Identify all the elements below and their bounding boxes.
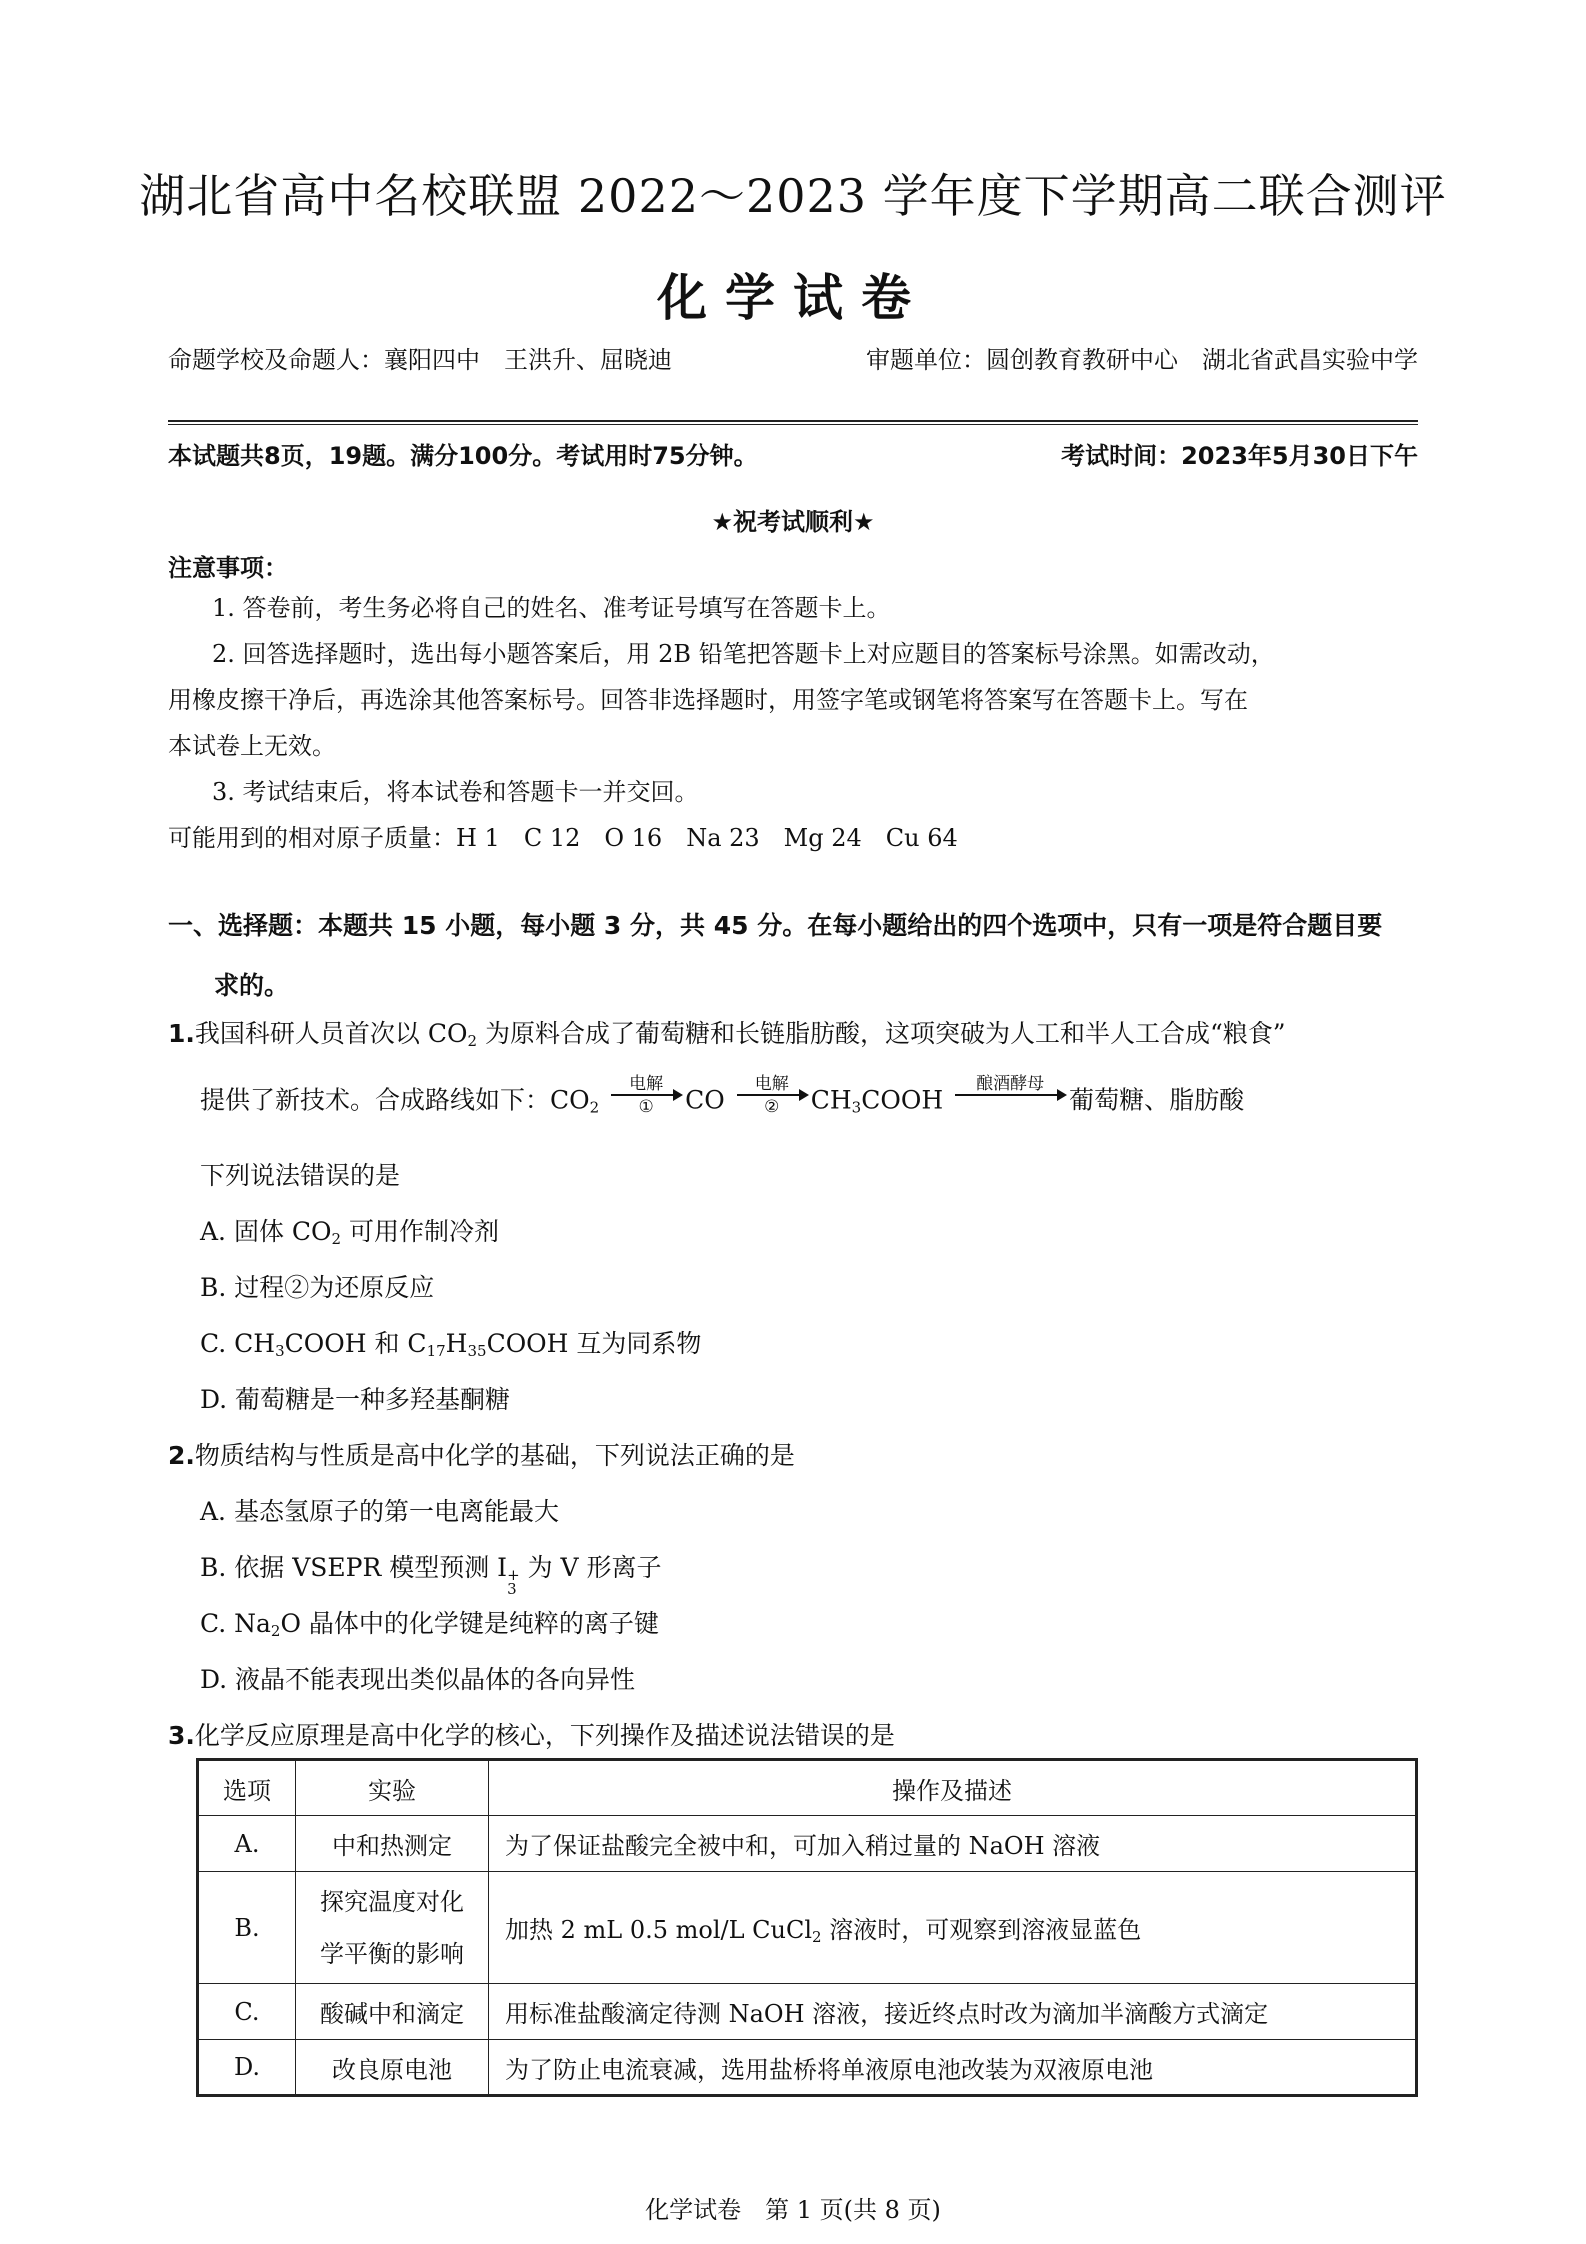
cell-description: 为了保证盐酸完全被中和，可加入稍过量的 NaOH 溶液 — [489, 1816, 1417, 1872]
question-3-stem: 3.化学反应原理是高中化学的核心，下列操作及描述说法错误的是 — [168, 1721, 895, 1750]
question-1-option-d: D. 葡萄糖是一种多羟基酮糖 — [200, 1385, 511, 1414]
authors-line — [168, 340, 1418, 375]
table-row — [198, 1872, 1417, 1984]
page-title: 湖北省高中名校联盟 2022～2023 学年度下学期高二联合测评 — [139, 169, 1447, 223]
note-item-2-line1: 2. 回答选择题时，选出每小题答案后，用 2B 铅笔把答题卡上对应题目的答案标号涂黑。如需改动， — [212, 640, 1275, 668]
arrow-icon — [737, 1094, 807, 1096]
question-2-option-c: C. $Na_2O$ 晶体中的化学键是纯粹的离子键 — [200, 1609, 659, 1640]
authors-right: 审题单位：圆创教育教研中心 湖北省武昌实验中学 — [866, 346, 1418, 374]
question-number: 1. — [168, 1019, 195, 1048]
page-footer: 化学试卷 第 1 页(共 8 页) — [645, 2196, 941, 2224]
note-item-2-line2: 用橡皮擦干净后，再选涂其他答案标号。回答非选择题时，用签字笔或钢笔将答案写在答题卡上。写在 — [168, 686, 1248, 714]
question-1-option-c: C. $CH_3COOH$ 和 $C_{17}H_{35}COOH$ 互为同系物 — [200, 1329, 702, 1360]
exam-info: 本试题共8页，19题。满分100分。考试用时75分钟。 — [168, 442, 758, 470]
yeast-arrow: 酿酒酵母 — [955, 1074, 1065, 1118]
question-1-option-a: A. 固体 $CO_2$ 可用作制冷剂 — [200, 1217, 500, 1248]
question-2-option-d: D. 液晶不能表现出类似晶体的各向异性 — [200, 1665, 636, 1694]
column-header-description: 操作及描述 — [489, 1760, 1417, 1816]
table-row — [198, 1984, 1417, 2040]
cell-experiment: 中和热测定 — [296, 1816, 489, 1872]
question-3-table — [196, 1758, 1418, 2097]
cell-option: D. — [198, 2040, 296, 2096]
divider-thin — [168, 424, 1418, 425]
question-2-stem: 2.物质结构与性质是高中化学的基础，下列说法正确的是 — [168, 1441, 795, 1470]
cell-description: 为了防止电流衰减，选用盐桥将单液原电池改装为双液原电池 — [489, 2040, 1417, 2096]
note-item-1: 1. 答卷前，考生务必将自己的姓名、准考证号填写在答题卡上。 — [212, 594, 891, 622]
arrow-icon — [611, 1094, 681, 1096]
question-1-option-b: B. 过程②为还原反应 — [200, 1273, 435, 1302]
divider-thick — [168, 420, 1418, 422]
electrolysis-arrow-2: 电解 ② — [737, 1074, 807, 1118]
atomic-masses: 可能用到的相对原子质量：H 1 C 12 O 16 Na 23 Mg 24 Cu 64 — [168, 824, 958, 852]
section-heading — [168, 896, 1418, 1016]
cell-description: 用标准盐酸滴定待测 NaOH 溶液，接近终点时改为滴加半滴酸方式滴定 — [489, 1984, 1417, 2040]
cell-experiment: 酸碱中和滴定 — [296, 1984, 489, 2040]
authors-left: 命题学校及命题人：襄阳四中 王洪升、屈晓迪 — [168, 346, 672, 374]
notes-heading: 注意事项： — [168, 554, 288, 582]
section-heading-line2: 求的。 — [214, 971, 290, 1000]
table-row — [198, 2040, 1417, 2096]
question-1-line1: 1.我国科研人员首次以 $CO_2$ 为原料合成了葡萄糖和长链脂肪酸，这项突破为人工和半人工合成“粮食” — [168, 1019, 1286, 1050]
cell-experiment: 改良原电池 — [296, 2040, 489, 2096]
good-luck-banner: ★祝考试顺利★ — [711, 508, 875, 536]
question-number: 3. — [168, 1721, 195, 1750]
exam-info-line — [168, 436, 1418, 471]
table-row — [198, 1816, 1417, 1872]
exam-time: 考试时间：2023年5月30日下午 — [1061, 442, 1418, 470]
cell-option: C. — [198, 1984, 296, 2040]
section-heading-line1: 一、选择题：本题共 15 小题，每小题 3 分，共 45 分。在每小题给出的四个选项中，只有一项是符合题目要 — [168, 911, 1383, 940]
note-item-2-line3: 本试卷上无效。 — [168, 732, 336, 760]
question-1-stem: 下列说法错误的是 — [200, 1161, 401, 1190]
question-2-option-a: A. 基态氢原子的第一电离能最大 — [200, 1497, 559, 1526]
synthesis-route: 提供了新技术。合成路线如下：$CO_2$ 电解 ① CO 电解 ② $CH_3COOH$ 酿酒酵母 葡萄糖、脂肪酸 — [200, 1074, 1245, 1117]
paper-subject-title: 化学试卷 — [657, 268, 929, 327]
note-item-3: 3. 考试结束后，将本试卷和答题卡一并交回。 — [212, 778, 699, 806]
electrolysis-arrow-1: 电解 ① — [611, 1074, 681, 1118]
table-header-row — [198, 1760, 1417, 1816]
question-number: 2. — [168, 1441, 195, 1470]
column-header-experiment: 实验 — [296, 1760, 489, 1816]
cell-experiment: 探究温度对化 学平衡的影响 — [296, 1872, 489, 1984]
question-2-option-b: B. 依据 VSEPR 模型预测 I + 3 为 V 形离子 — [200, 1553, 662, 1598]
cell-description: 加热 2 mL 0.5 mol/L CuCl$_2$ 溶液时，可观察到溶液显蓝色 — [489, 1872, 1417, 1984]
cell-option: B. — [198, 1872, 296, 1984]
column-header-option: 选项 — [198, 1760, 296, 1816]
arrow-icon — [955, 1094, 1065, 1096]
cell-option: A. — [198, 1816, 296, 1872]
